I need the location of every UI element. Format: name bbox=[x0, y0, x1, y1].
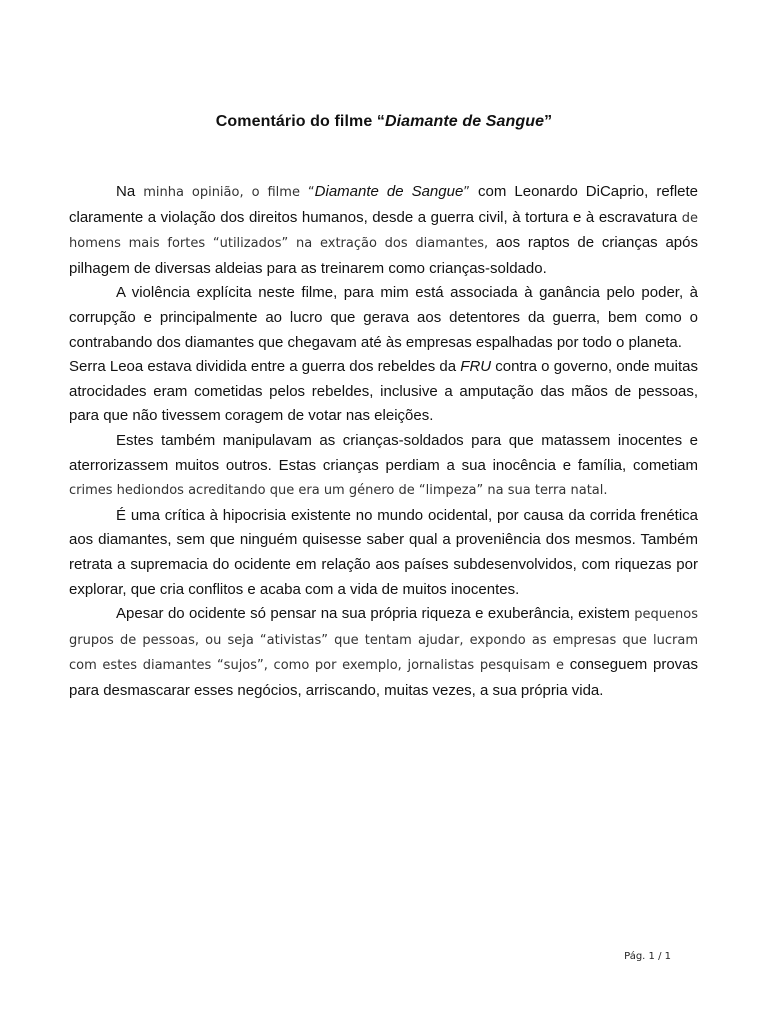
p1-film-name: Diamante de Sangue bbox=[314, 183, 464, 200]
title-prefix: Comentário do filme bbox=[215, 113, 377, 130]
p1-part-f: de homens mais fortes “utilizados” na extração dos diamantes, bbox=[69, 210, 698, 252]
title-close-quote: ” bbox=[544, 113, 553, 130]
paragraph-3 bbox=[69, 355, 698, 429]
p3-part-c: contra o governo, onde muitas atrocidades eram cometidas pelos rebeldes, inclusive a amputação das mãos de pessoas, para que não tivessem coragem de votar nas eleições. bbox=[69, 358, 698, 425]
document-title bbox=[0, 113, 768, 131]
p4-part-a: Estes também manipulavam as crianças-soldados para que matassem inocentes e aterrorizassem muitos outros. Estas crianças perdiam a sua inocência e família, cometiam bbox=[69, 431, 698, 474]
paragraph-5: É uma crítica à hipocrisia existente no mundo ocidental, por causa da corrida frenética aos diamantes, sem que ninguém quisesse saber qual a proveniência dos mesmos. Também retrata a supremacia do ocidente em relação aos países subdesenvolvidos, com riquezas por explorar, que cria conflitos e acaba com a vida de muitos inocentes. bbox=[69, 506, 698, 598]
paragraph-4 bbox=[69, 429, 698, 504]
title-film-name: Diamante de Sangue bbox=[384, 113, 545, 130]
p1-part-e: com Leonardo DiCaprio, reflete claramente a violação dos direitos humanos, desde a guerra civil, à tortura e à escravatura bbox=[69, 183, 699, 226]
document-body bbox=[69, 180, 698, 703]
p1-part-b: minha opinião, o filme “ bbox=[143, 185, 315, 200]
title-open-quote: “ bbox=[376, 113, 385, 130]
p1-part-g: aos raptos de crianças após pilhagem de diversas aldeias para as treinarem como crianças-soldado. bbox=[69, 234, 698, 277]
p1-part-d: ” bbox=[463, 185, 471, 200]
p3-fru: FRU bbox=[460, 358, 492, 376]
p6-part-c: conseguem provas para desmascarar esses negócios, arriscando, muitas vezes, a sua própria vida. bbox=[69, 656, 699, 699]
paragraph-2: A violência explícita neste filme, para mim está associada à ganância pelo poder, à corrupção e principalmente ao lucro que gerava aos detentores da guerra, bem como o contrabando dos diamantes que chegavam até às empresas espalhadas por todo o planeta. bbox=[69, 284, 698, 351]
paragraph-1 bbox=[69, 180, 698, 281]
p6-part-b: pequenos grupos de pessoas, ou seja “ativistas” que tentam ajudar, expondo as empresas que lucram com estes diamantes “sujos”, como por exemplo, jornalistas pesquisam e bbox=[69, 607, 698, 674]
p3-part-a: Serra Leoa estava dividida entre a guerra dos rebeldes da bbox=[69, 358, 461, 376]
p1-part-a: Na bbox=[116, 183, 144, 200]
page-number: Pág. 1 / 1 bbox=[624, 951, 671, 962]
p4-part-b: crimes hediondos acreditando que era um género de “limpeza” na sua terra natal. bbox=[69, 483, 608, 499]
p6-part-a: Apesar do ocidente só pensar na sua própria riqueza e exuberância, existem bbox=[116, 605, 635, 623]
paragraph-6 bbox=[69, 602, 698, 703]
